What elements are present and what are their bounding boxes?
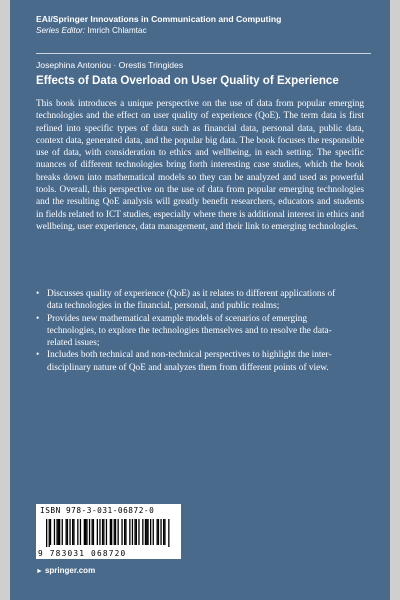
isbn-label: ISBN 978-3-031-06872-0 [40, 506, 155, 515]
publisher-site-text: springer.com [44, 566, 96, 575]
barcode-number: 9 783031 068720 [38, 549, 127, 558]
feature-list [36, 288, 336, 374]
book-description: This book introduces a unique perspective on the use of data from popular emerging technologies and the effect on user quality of experience (QoE). The term data is first refined into specific types of data such as financial data, personal data, public data, context data, generated data, and the popular big data. The book focuses the responsible use of data, with consideration to ethics and wellbeing, in each setting. The specific nuances of different technologies bring forth interesting case studies, which the book breaks down into mathematical models so they can be analyzed and used as powerful tools. Overall, this perspective on the use of data from popular emerging technologies and the resulting QoE analysis will greatly benefit researchers, educators and students in fields related to ICT studies, especially where there is additional interest in ethics and wellbeing, user experience, data management, and their link to emerging technologies. [36, 99, 364, 232]
series-title: EAI/Springer Innovations in Communication and Computing [36, 14, 282, 24]
publisher-link[interactable] [36, 566, 95, 575]
isbn-barcode [36, 504, 181, 559]
series-editor-name: Imrich Chlamtac [87, 26, 147, 35]
barcode-icon [46, 519, 174, 547]
bullet-icon: • [36, 289, 40, 299]
authors: Josephina Antoniou · Orestis Tringides [36, 60, 184, 70]
feature-text: Includes both technical and non-technical perspectives to highlight the inter-disciplinary nature of QoE and analyzes them from different points of view. [47, 350, 332, 373]
bullet-icon: • [36, 313, 40, 324]
feature-text: Provides new mathematical example models of scenarios of emerging technologies, to explore the technologies themselves and to resolve the data-related issues; [47, 313, 332, 349]
feature-item [36, 288, 336, 313]
feature-item [36, 349, 336, 374]
header-divider [36, 53, 371, 54]
cover-header [36, 14, 376, 87]
feature-item [36, 313, 336, 350]
series-editor-label: Series Editor: [36, 26, 86, 35]
series-editor [36, 25, 376, 36]
book-title: Effects of Data Overload on User Quality of Experience [36, 74, 339, 87]
feature-text: Discusses quality of experience (QoE) as it relates to different applications of data technologies in the financial, personal, and public realms; [47, 289, 336, 312]
back-cover [10, 0, 390, 600]
bullet-icon: • [36, 350, 40, 361]
arrow-right-icon: ► [36, 568, 43, 575]
